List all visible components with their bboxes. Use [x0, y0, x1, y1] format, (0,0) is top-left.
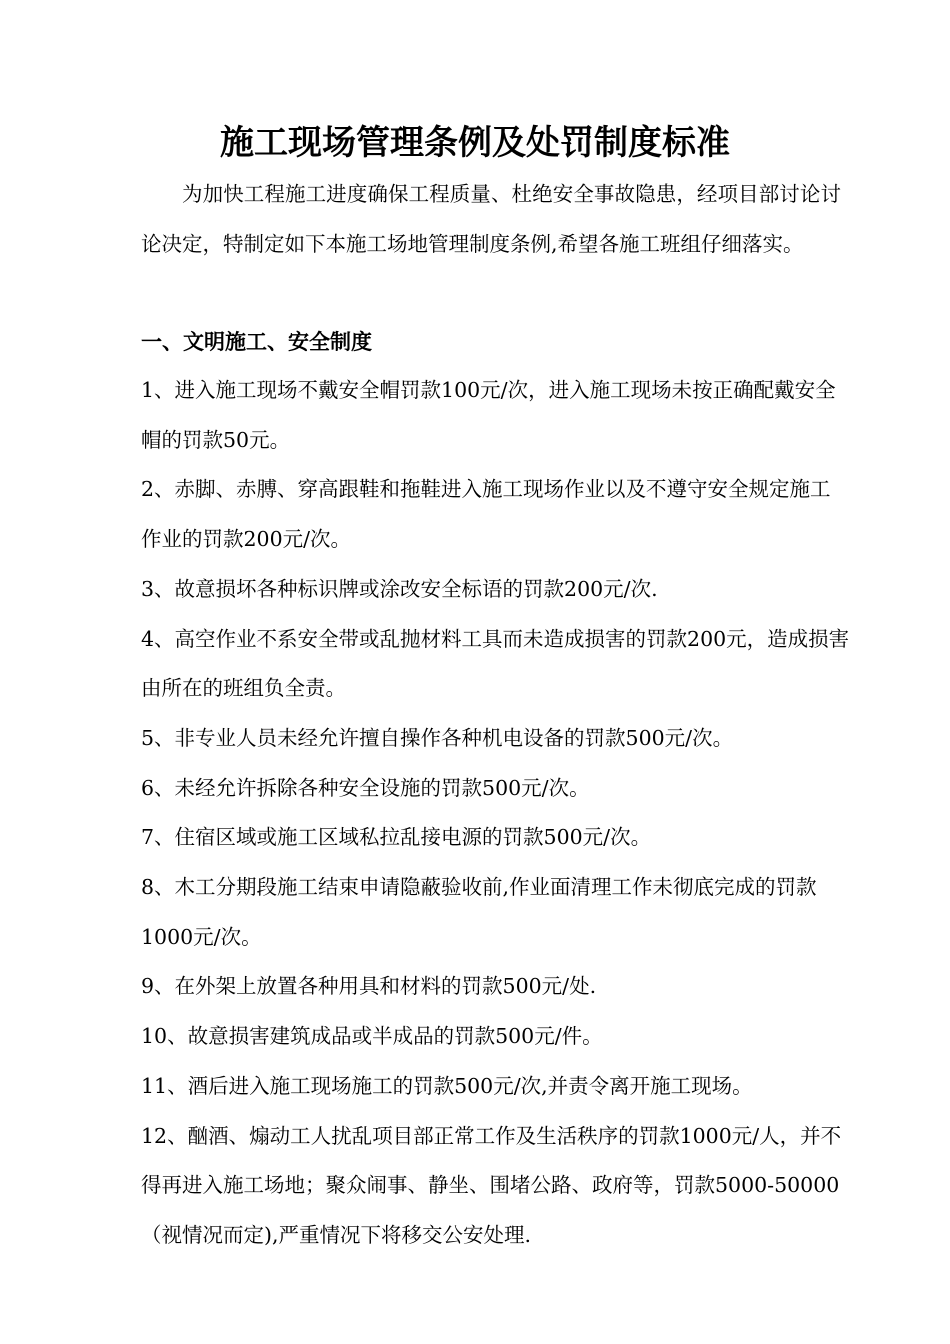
rule-item-1: 1、进入施工现场不戴安全帽罚款100元/次，进入施工现场未按正确配戴安全帽的罚款50元。 [141, 378, 836, 452]
rule-item-8: 8、木工分期段施工结束申请隐蔽验收前,作业面清理工作未彻底完成的罚款1000元/次。 [141, 875, 817, 949]
document-title: 施工现场管理条例及处罚制度标准 [220, 123, 730, 163]
rule-item-3: 3、故意损坏各种标识牌或涂改安全标语的罚款200元/次. [141, 576, 658, 601]
rule-item-6: 6、未经允许拆除各种安全设施的罚款500元/次。 [141, 775, 590, 800]
rule-item-2: 2、赤脚、赤膊、穿高跟鞋和拖鞋进入施工现场作业以及不遵守安全规定施工作业的罚款200元/次。 [141, 477, 831, 552]
rule-item-9: 9、在外架上放置各种用具和材料的罚款500元/处. [141, 974, 597, 999]
rules-list [141, 366, 851, 1261]
rule-item-12: 12、酗酒、煽动工人扰乱项目部正常工作及生活秩序的罚款1000元/人，并不得再进入施工场地；聚众闹事、静坐、围堵公路、政府等，罚款5000-50000（视情况而定),严重情况下将移交公安处理. [141, 1123, 842, 1247]
rule-item-4: 4、高空作业不系安全带或乱抛材料工具而未造成损害的罚款200元，造成损害由所在的班组负全责。 [141, 626, 850, 701]
section-heading: 一、文明施工、安全制度 [141, 329, 372, 354]
rule-item-11: 11、酒后进入施工现场施工的罚款500元/次,并责令离开施工现场。 [141, 1073, 753, 1098]
rule-item-7: 7、住宿区域或施工区域私拉乱接电源的罚款500元/次。 [141, 825, 652, 850]
rule-item-10: 10、故意损害建筑成品或半成品的罚款500元/件。 [141, 1024, 603, 1049]
intro-paragraph: 为加快工程施工进度确保工程质量、杜绝安全事故隐患，经项目部讨论讨论决定，特制定如下本施工场地管理制度条例,希望各施工班组仔细落实。 [141, 182, 841, 256]
rule-item-5: 5、非专业人员未经允许擅自操作各种机电设备的罚款500元/次。 [141, 725, 734, 750]
